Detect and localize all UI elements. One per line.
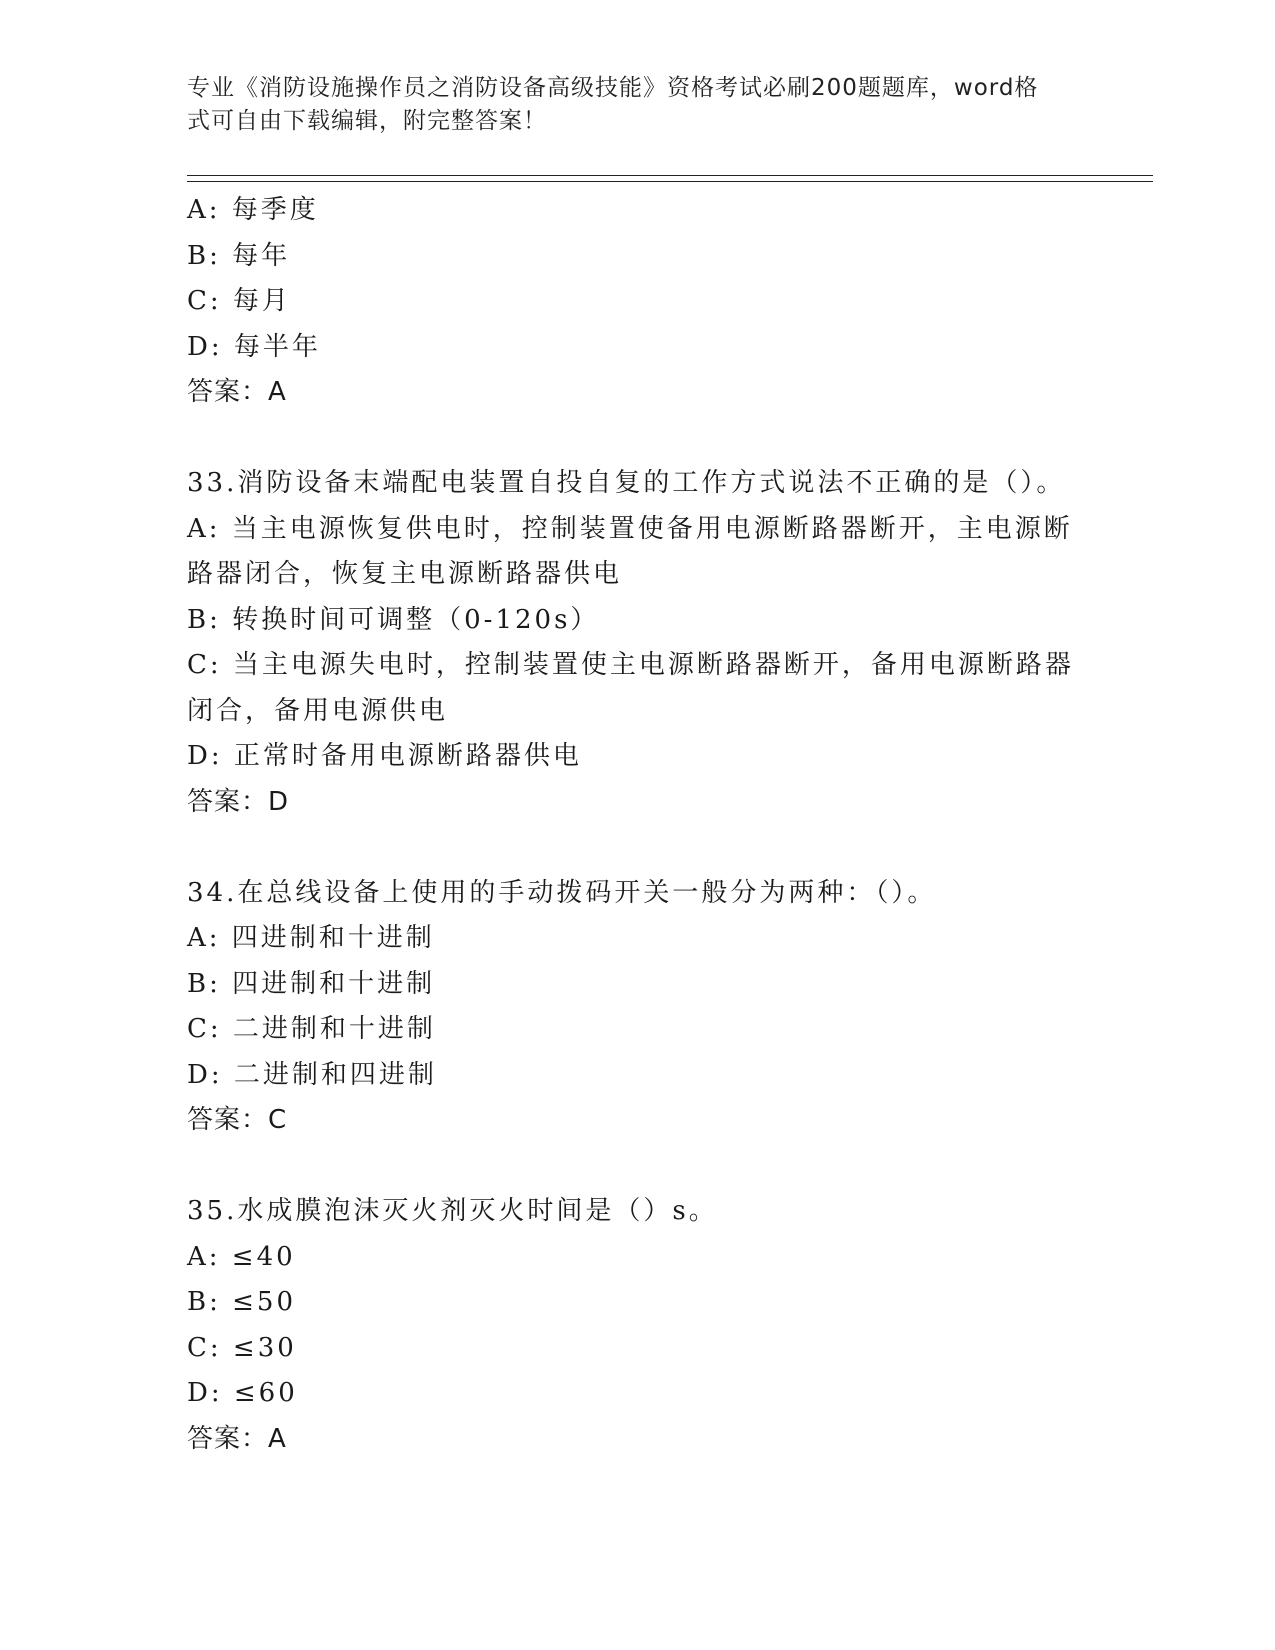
option-line: A: 当主电源恢复供电时，控制装置使备用电源断路器断开，主电源断 xyxy=(187,513,1073,544)
header-divider-top xyxy=(187,175,1153,176)
answer-line: 答案：A xyxy=(187,1423,287,1454)
option-line: B: 四进制和十进制 xyxy=(187,968,436,999)
question-block-33 xyxy=(187,461,1087,825)
option-line: D: 正常时备用电源断路器供电 xyxy=(187,741,582,771)
option-line: 路器闭合，恢复主电源断路器供电 xyxy=(187,559,623,589)
question-block-35 xyxy=(187,1189,1087,1462)
option-line: C: 每月 xyxy=(187,286,291,316)
answer-line: 答案：A xyxy=(187,377,287,407)
option-line: D: 每半年 xyxy=(187,331,321,362)
question-list xyxy=(187,188,1087,1462)
option-line: B: ≤50 xyxy=(187,1287,296,1317)
header-divider-bottom xyxy=(187,181,1153,182)
header-line-1: 专业《消防设施操作员之消防设备高级技能》资格考试必刷200题题库，word格 xyxy=(187,75,1039,101)
document-header xyxy=(187,72,1067,138)
option-line: A: 四进制和十进制 xyxy=(187,923,435,953)
option-line: 闭合，备用电源供电 xyxy=(187,695,449,726)
question-block-32 xyxy=(187,188,1087,416)
spacer xyxy=(187,1144,1087,1190)
option-line: C: 二进制和十进制 xyxy=(187,1014,436,1044)
spacer xyxy=(187,416,1087,462)
header-line-2: 式可自由下载编辑，附完整答案！ xyxy=(187,108,547,134)
option-line: C: ≤30 xyxy=(187,1332,297,1363)
question-block-34 xyxy=(187,871,1087,1144)
question-stem: 34.在总线设备上使用的手动拨码开关一般分为两种：（）。 xyxy=(187,877,937,908)
option-line: B: 转换时间可调整（0-120s） xyxy=(187,604,600,635)
option-line: B: 每年 xyxy=(187,240,291,271)
question-stem: 33.消防设备末端配电装置自投自复的工作方式说法不正确的是（）。 xyxy=(187,468,1066,498)
option-line: C: 当主电源失电时，控制装置使主电源断路器断开，备用电源断路器 xyxy=(187,650,1074,680)
option-line: D: 二进制和四进制 xyxy=(187,1059,437,1090)
spacer xyxy=(187,825,1087,871)
question-stem: 35.水成膜泡沫灭火剂灭火时间是（）s。 xyxy=(187,1196,718,1226)
answer-line: 答案：C xyxy=(187,1105,288,1135)
option-line: A: 每季度 xyxy=(187,195,319,225)
option-line: A: ≤40 xyxy=(187,1241,296,1272)
answer-line: 答案：D xyxy=(187,786,290,817)
option-line: D: ≤60 xyxy=(187,1378,298,1408)
